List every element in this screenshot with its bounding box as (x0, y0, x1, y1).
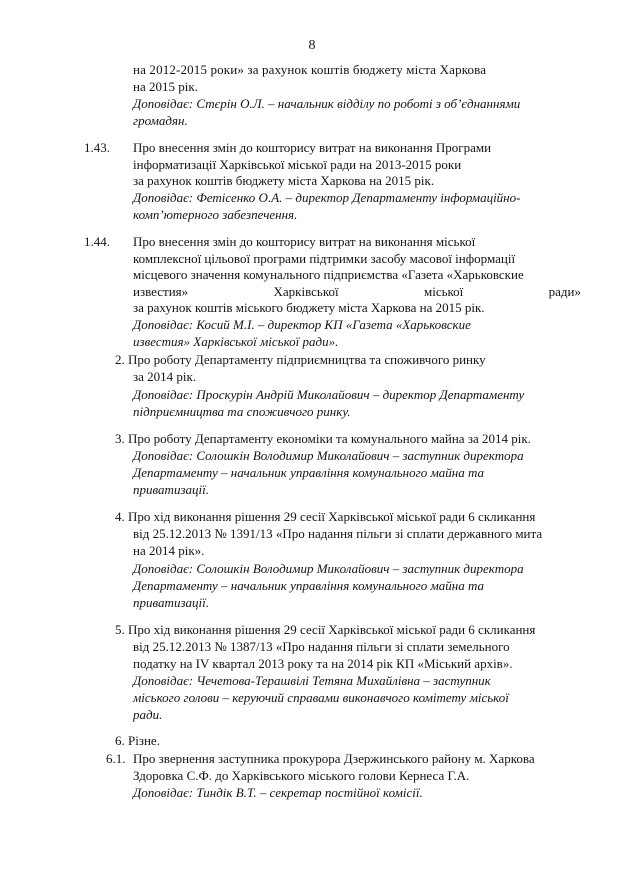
item-5-speaker-line-1: Доповідає: Чечетова-Терашвілі Тетяна Михайлівна – заступник (133, 673, 491, 688)
item-5-line-2: від 25.12.2013 № 1387/13 «Про надання пільги зі сплати земельного (133, 639, 510, 654)
item-2-line-1: 2. Про роботу Департаменту підприємництва та споживчого ринку (115, 352, 486, 367)
item-6-1-line-1: Про звернення заступника прокурора Дзержинського району м. Харкова (133, 751, 535, 766)
item-1-43-number: 1.43. (84, 140, 110, 155)
page-number: 8 (308, 38, 316, 53)
item-5-line-3: податку на IV квартал 2013 року та на 2014 рік КП «Міський архів». (133, 656, 513, 671)
item-3-speaker-line-1: Доповідає: Солошкін Володимир Миколайович – заступник директора (133, 448, 524, 463)
item-1-44-line-1: Про внесення змін до кошторису витрат на виконання міської (133, 234, 476, 249)
item-1-44-number: 1.44. (84, 234, 110, 249)
item-1-44-line-4-part-b: Харківської (273, 284, 339, 299)
intro-line-1-text: на 2012-2015 роки» за рахунок коштів бюджету міста Харкова (133, 62, 487, 77)
item-1-43-line-1: Про внесення змін до кошторису витрат на виконання Програми (133, 140, 492, 155)
item-2-line-2: за 2014 рік. (133, 369, 197, 384)
intro-line-2: на 2015 рік. (133, 79, 198, 94)
item-4-speaker-line-2: Департаменту – начальник управління комунального майна та (133, 578, 484, 593)
item-1-44-line-3: місцевого значення комунального підприємства «Газета «Харьковские (133, 267, 524, 282)
item-4-speaker-line-3: приватизації. (133, 595, 209, 610)
item-6-1-number: 6.1. (106, 751, 126, 766)
intro-line-1 (133, 62, 575, 78)
item-1-44-line-4-part-c: міської (423, 284, 464, 299)
item-4-speaker-line-1: Доповідає: Солошкін Володимир Миколайович – заступник директора (133, 561, 524, 576)
item-1-43-line-3: за рахунок коштів бюджету міста Харкова на 2015 рік. (133, 173, 435, 188)
item-1-43-line-2: інформатизації Харківської міської ради на 2013-2015 роки (133, 157, 462, 172)
item-1-44-line-5: за рахунок коштів міського бюджету міста Харкова на 2015 рік. (133, 300, 485, 315)
item-1-44-line-4-part-a: известия» (133, 284, 189, 299)
item-1-44-speaker-line-2: известия» Харківської міської ради». (133, 334, 339, 349)
item-6-1-line-2: Здоровка С.Ф. до Харківського міського голови Кернеса Г.А. (133, 768, 470, 783)
item-6-line-1: 6. Різне. (115, 733, 160, 748)
item-1-44-line-4-part-d: ради» (548, 284, 581, 299)
item-1-43-speaker-line-1: Доповідає: Фетісенко О.А. – директор Департаменту інформаційно- (133, 190, 521, 205)
item-4-line-3: на 2014 рік». (133, 543, 205, 558)
item-1-44-line-2: комплексної цільової програми підтримки засобу масової інформації (133, 251, 516, 266)
item-2-speaker-line-2: підприємництва та споживчого ринку. (133, 404, 351, 419)
item-1-44-speaker-line-1: Доповідає: Косий М.І. – директор КП «Газета «Харьковские (133, 317, 471, 332)
intro-speaker-line-1: Доповідає: Стєрін О.Л. – начальник відділу по роботі з об’єднаннями (133, 96, 521, 111)
item-4-line-2: від 25.12.2013 № 1391/13 «Про надання пільги зі сплати державного мита (133, 526, 543, 541)
item-2-speaker-line-1: Доповідає: Проскурін Андрій Миколайович – директор Департаменту (133, 387, 525, 402)
item-6-1-speaker-line-1: Доповідає: Тиндік В.Т. – секретар постійної комісії. (133, 785, 423, 800)
item-3-line-1: 3. Про роботу Департаменту економіки та комунального майна за 2014 рік. (115, 431, 531, 446)
item-1-44-line-4 (133, 284, 581, 300)
intro-speaker-line-2: громадян. (133, 113, 188, 128)
item-3-speaker-line-2: Департаменту – начальник управління комунального майна та (133, 465, 484, 480)
item-4-line-1: 4. Про хід виконання рішення 29 сесії Харківської міської ради 6 скликання (115, 509, 536, 524)
item-1-43-speaker-line-2: комп’ютерного забезпечення. (133, 207, 298, 222)
item-3-speaker-line-3: приватизації. (133, 482, 209, 497)
item-5-speaker-line-3: ради. (133, 707, 163, 722)
item-5-speaker-line-2: міського голови – керуючий справами виконавчого комітету міської (133, 690, 509, 705)
item-5-line-1: 5. Про хід виконання рішення 29 сесії Харківської міської ради 6 скликання (115, 622, 536, 637)
